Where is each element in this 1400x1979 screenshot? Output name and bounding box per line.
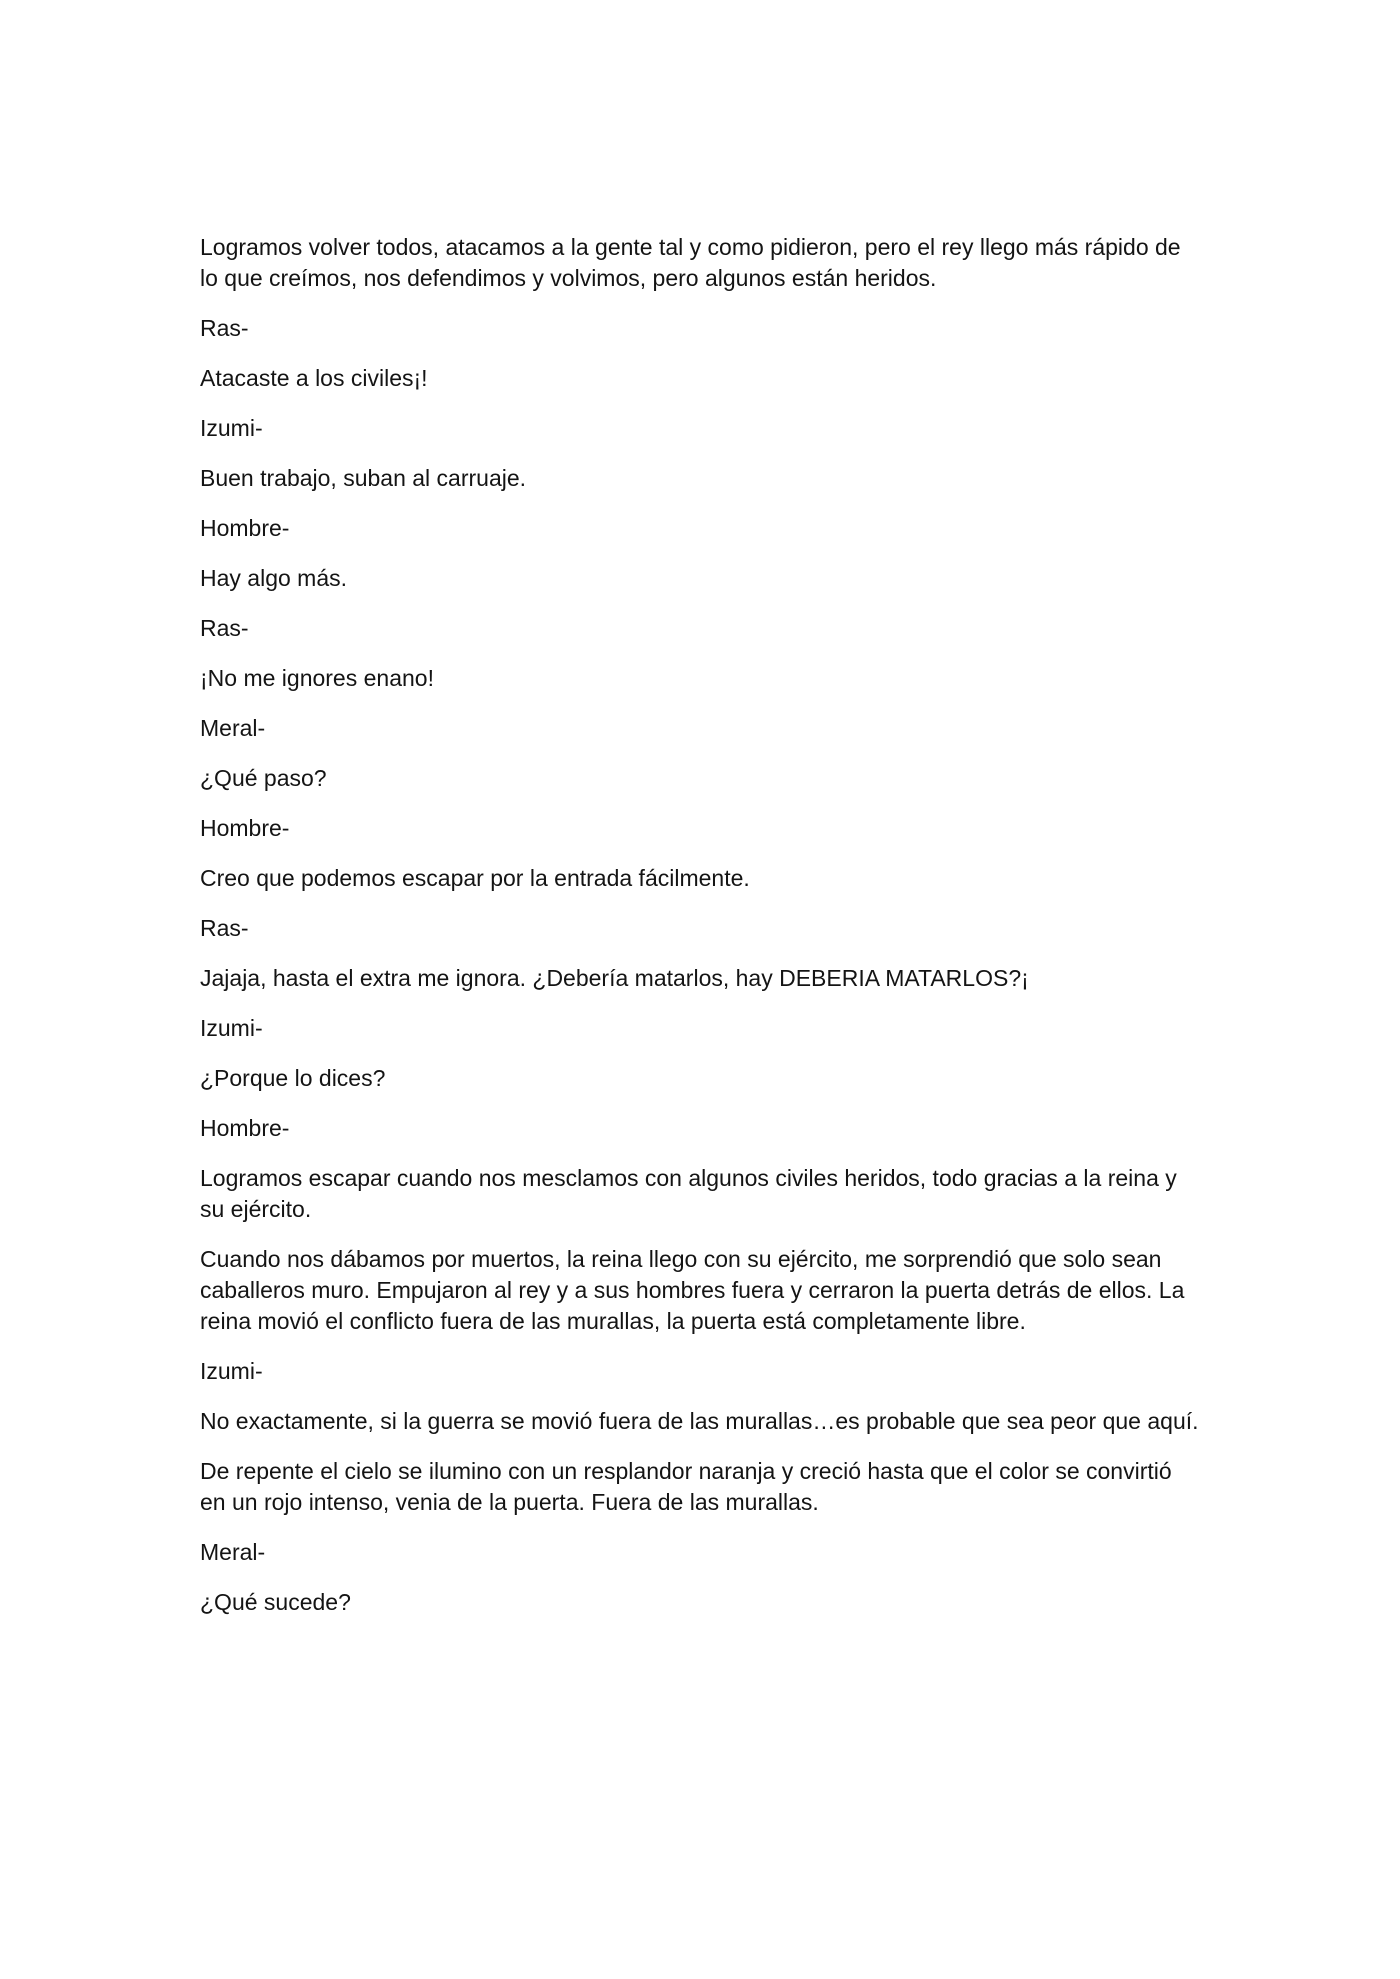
- dialogue-line: Jajaja, hasta el extra me ignora. ¿Debería matarlos, hay DEBERIA MATARLOS?¡: [200, 965, 1029, 991]
- paragraph: Cuando nos dábamos por muertos, la reina llego con su ejército, me sorprendió que solo sean caballeros muro. Empujaron al rey y a sus hombres fuera y cerraron la puerta detrás de ellos. La reina movió el conflicto fuera de las murallas, la puerta está completamente libre.: [200, 1246, 1185, 1334]
- paragraph: De repente el cielo se ilumino con un resplandor naranja y creció hasta que el color se convirtió en un rojo intenso, venia de la puerta. Fuera de las murallas.: [200, 1458, 1172, 1515]
- speaker-label: Izumi-: [200, 1015, 263, 1041]
- dialogue-line: ¡No me ignores enano!: [200, 665, 434, 691]
- speaker-label: Hombre-: [200, 815, 290, 841]
- speaker-label: Meral-: [200, 1539, 266, 1565]
- speaker-label: Hombre-: [200, 1115, 290, 1141]
- dialogue-line: Hay algo más.: [200, 565, 348, 591]
- paragraph: Logramos volver todos, atacamos a la gente tal y como pidieron, pero el rey llego más rápido de lo que creímos, nos defendimos y volvimos, pero algunos están heridos.: [200, 234, 1181, 291]
- speaker-label: Izumi-: [200, 415, 263, 441]
- speaker-label: Ras-: [200, 615, 249, 641]
- speaker-label: Meral-: [200, 715, 266, 741]
- dialogue-line: Buen trabajo, suban al carruaje.: [200, 465, 527, 491]
- dialogue-line: ¿Qué sucede?: [200, 1589, 351, 1615]
- dialogue-line: Logramos escapar cuando nos mesclamos con algunos civiles heridos, todo gracias a la reina y su ejército.: [200, 1165, 1177, 1222]
- dialogue-line: Atacaste a los civiles¡!: [200, 365, 428, 391]
- dialogue-line: Creo que podemos escapar por la entrada fácilmente.: [200, 865, 750, 891]
- speaker-label: Hombre-: [200, 515, 290, 541]
- speaker-label: Ras-: [200, 915, 249, 941]
- speaker-label: Izumi-: [200, 1358, 263, 1384]
- speaker-label: Ras-: [200, 315, 249, 341]
- dialogue-line: ¿Porque lo dices?: [200, 1065, 386, 1091]
- dialogue-line: ¿Qué paso?: [200, 765, 327, 791]
- dialogue-line: No exactamente, si la guerra se movió fuera de las murallas…es probable que sea peor que aquí.: [200, 1408, 1199, 1434]
- document-body: [200, 232, 1200, 1637]
